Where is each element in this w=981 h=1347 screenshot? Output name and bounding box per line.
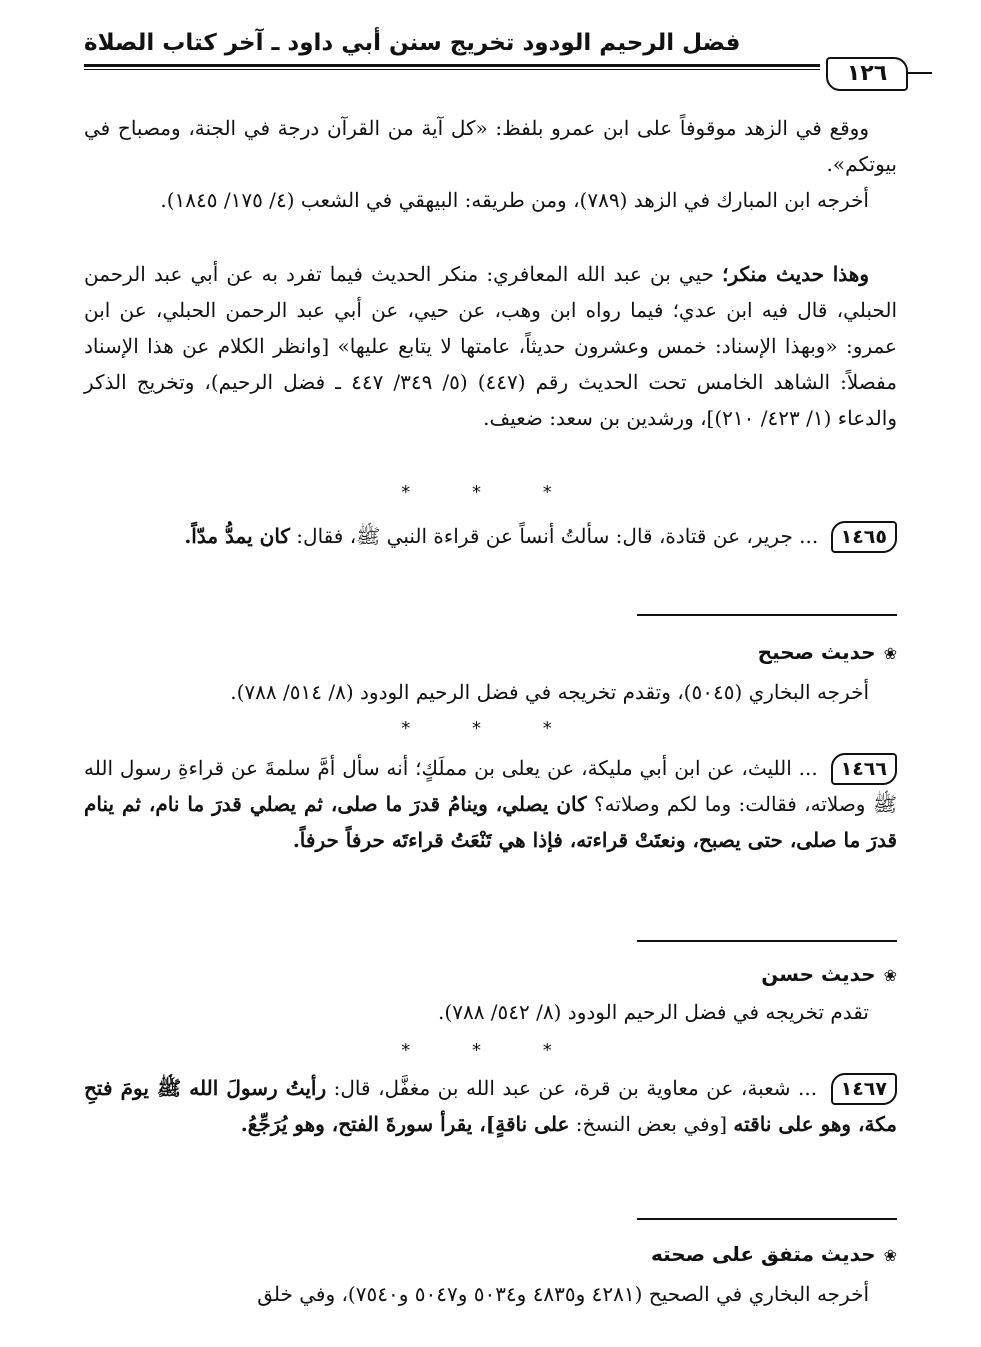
takhrij-paragraph: أخرجه البخاري في الصحيح (٤٢٨١ و٤٨٣٥ و٥٠٣٤ و٥٠٤٧ و٧٥٤٠)، وفي خلق — [257, 1282, 869, 1306]
takhrij-paragraph: تقدم تخريجه في فضل الرحيم الودود (٨/ ٥٤٢/ ٧٨٨). — [438, 1000, 869, 1024]
hadith-1466 — [84, 750, 897, 858]
divider-rule — [637, 940, 897, 942]
grade-label: حديث صحيح — [757, 640, 876, 664]
running-title: فضل الرحيم الودود تخريج سنن أبي داود ـ آخر كتاب الصلاة — [84, 30, 741, 56]
hadith-1467 — [84, 1070, 897, 1142]
hadith-text-note: [وفي بعض النسخ: — [575, 1112, 728, 1136]
hadith-1465 — [84, 518, 897, 554]
page-number: ١٢٦ — [826, 57, 908, 91]
emblem-icon: ❀ — [883, 1246, 897, 1265]
emblem-icon: ❀ — [883, 644, 897, 663]
section-separator: * * * — [401, 482, 580, 503]
section-separator: * * * — [401, 1040, 580, 1061]
hadith-text: ... شعبة، عن معاوية بن قرة، عن عبد الله بن مغفَّل، قال: — [333, 1076, 818, 1100]
hadith-number: ١٤٦٥ — [831, 521, 897, 553]
grade-heading — [758, 640, 897, 664]
takhrij-paragraph: أخرجه البخاري (٥٠٤٥)، وتقدم تخريجه في فضل الرحيم الودود (٨/ ٥١٤/ ٧٨٨). — [230, 680, 869, 704]
grade-heading — [651, 1242, 897, 1266]
divider-rule — [637, 614, 897, 616]
grade-label: حديث متفق على صحته — [650, 1242, 876, 1266]
hadith-number: ١٤٦٦ — [831, 753, 897, 785]
hadith-matn: رأيتُ رسولَ الله ﷺ يومَ فتحِ مكة، وهو على ناقته — [84, 1076, 897, 1136]
hadith-matn: كان يصلي، وينامُ قدرَ ما صلى، ثم يصلي قدرَ ما نام، ثم ينام قدرَ ما صلى، حتى يصبح، ونعتَتْ قراءته، فإذا هي تَنْعَتُ قراءتَه حرفاً حرفاً. — [84, 792, 897, 852]
hadith-matn-cont: على ناقةٍ]، يقرأ سورةَ الفتح، وهو يُرَجِّعُ. — [240, 1112, 570, 1136]
hadith-matn: كان يمدُّ مدّاً. — [184, 524, 290, 548]
hadith-number: ١٤٦٧ — [831, 1073, 897, 1105]
emblem-icon: ❀ — [883, 966, 897, 985]
hadith-text: ... جرير، عن قتادة، قال: سألتُ أنساً عن قراءة النبي ﷺ، فقال: — [296, 524, 819, 548]
header-rule — [84, 64, 820, 70]
grade-heading — [761, 962, 897, 986]
divider-rule — [637, 1218, 897, 1220]
verdict-text: وهذا حديث منكر؛ — [722, 262, 870, 286]
page-number-tail — [906, 72, 932, 74]
grade-label: حديث حسن — [761, 962, 876, 986]
intro-paragraph-2: أخرجه ابن المبارك في الزهد (٧٨٩)، ومن طريقه: البيهقي في الشعب (٤/ ١٧٥/ ١٨٤٥). — [160, 188, 869, 212]
intro-paragraph-3 — [84, 256, 897, 436]
intro-paragraph-1: ووقع في الزهد موقوفاً على ابن عمرو بلفظ: «كل آية من القرآن درجة في الجنة، ومصباح في بيوتكم». — [84, 116, 897, 176]
hadith-text: ... الليث، عن ابن أبي مليكة، عن يعلى بن مملَكٍ؛ أنه سأل أمَّ سلمةَ عن قراءةِ رسول الله ﷺ وصلاته، فقالت: وما لكم وصلاته؟ — [84, 756, 897, 816]
intro-paragraph-3-body: حيي بن عبد الله المعافري: منكر الحديث فيما تفرد به عن أبي عبد الرحمن الحبلي، قال فيه ابن عدي؛ فيما رواه ابن وهب، عن حيي، عن أبي عبد الرحمن الحبلي، عن ابن عمرو: «وبهذا الإسناد: خمس وعشرون حديثاً، عامتها لا يتابع عليها» [وانظر الكلام عن هذا الإسناد مفصلاً: الشاهد الخامس تحت الحديث رقم (٤٤٧) (٥/ ٣٤٩/ ٤٤٧ ـ فضل الرحيم)، وتخريج الذكر والدعاء (١/ ٤٢٣/ ٢١٠)]، ورشدين بن سعد: ضعيف. — [84, 262, 897, 430]
section-separator: * * * — [401, 718, 580, 739]
